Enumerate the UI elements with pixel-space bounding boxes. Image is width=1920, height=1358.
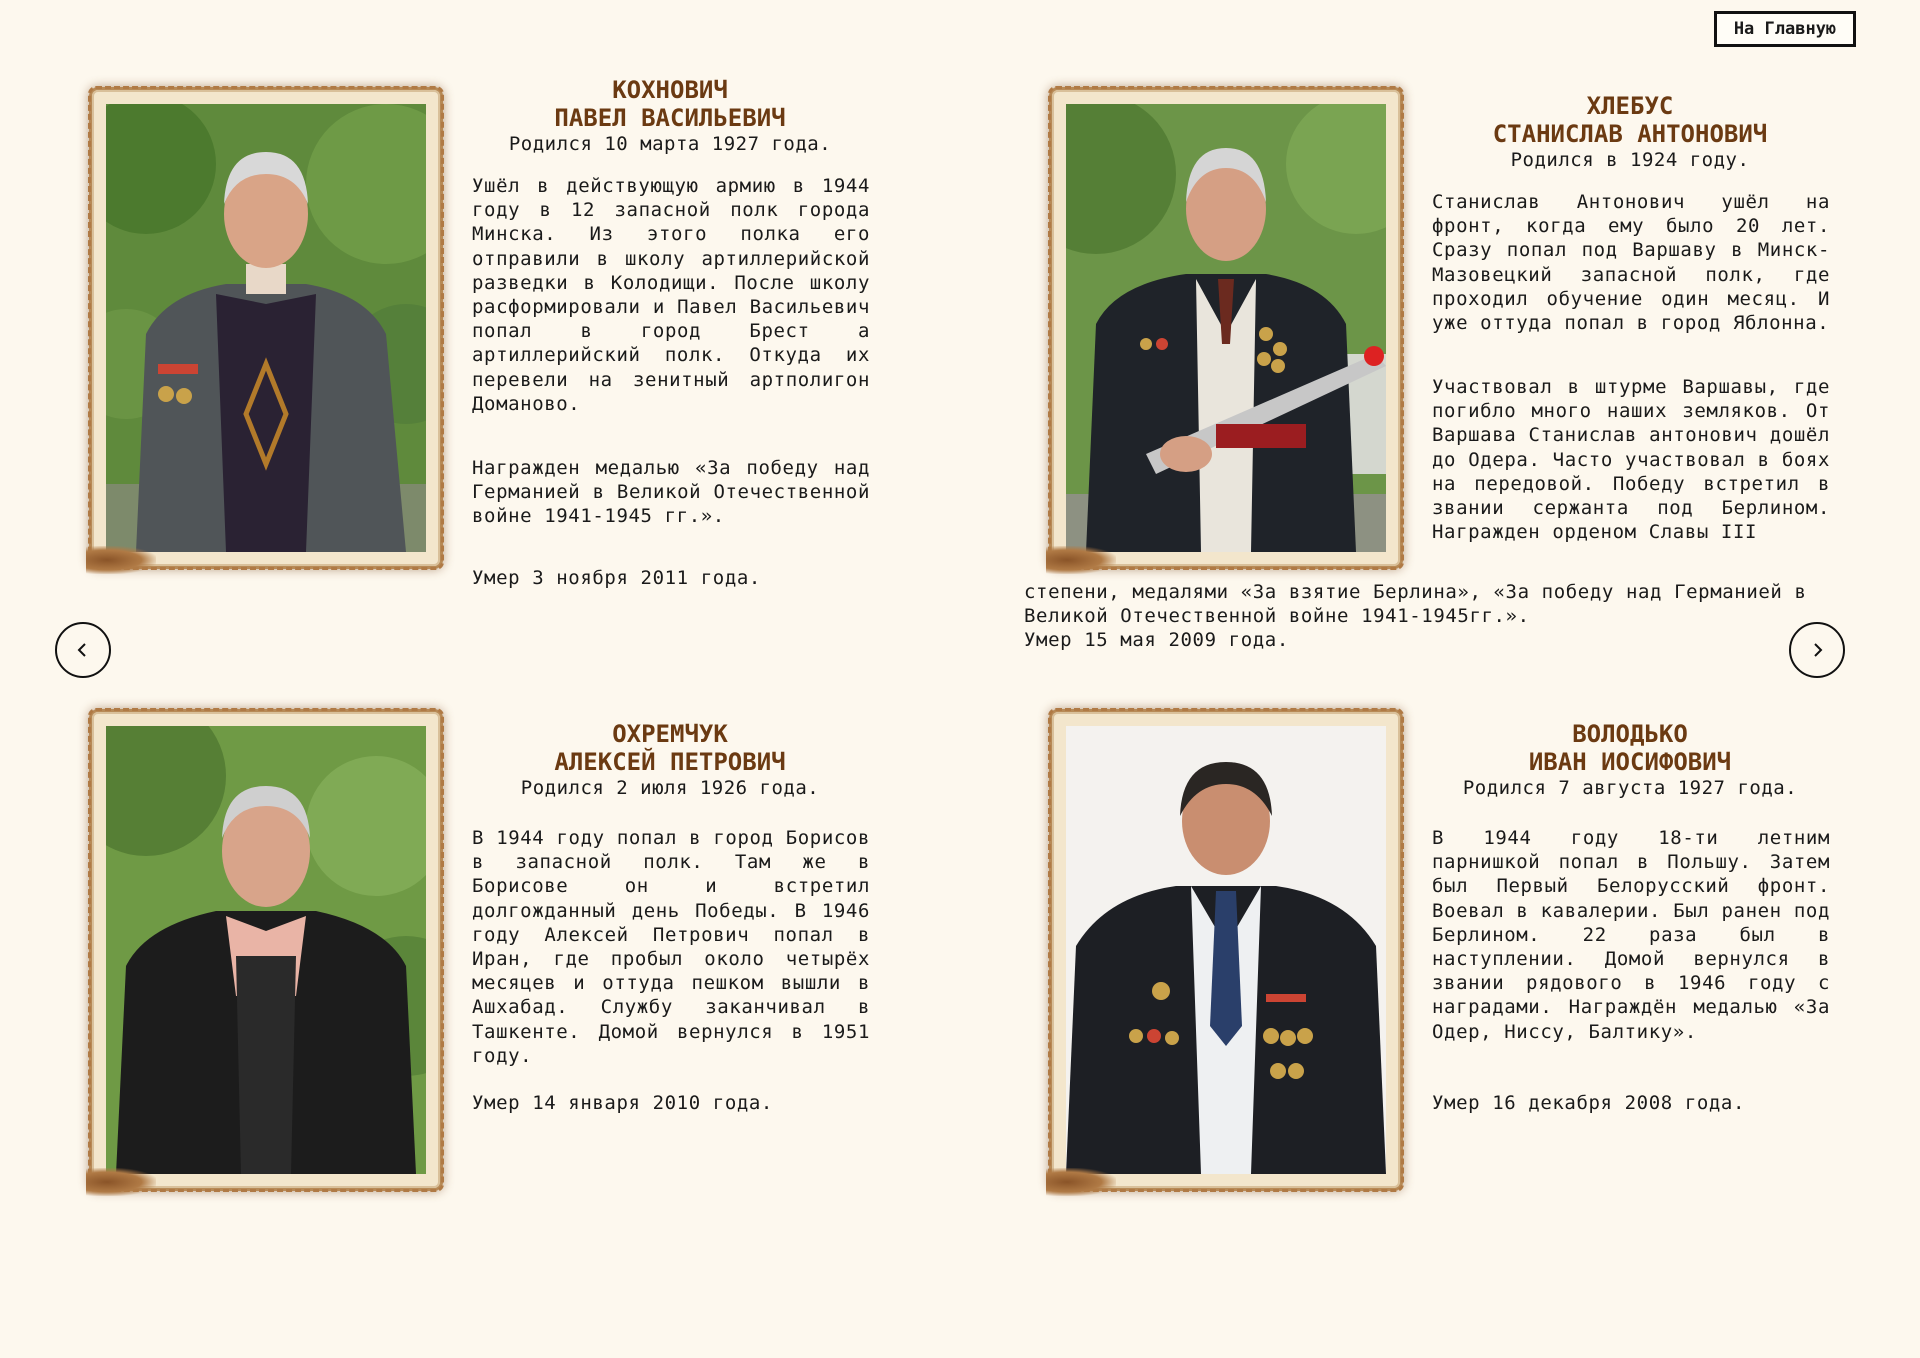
- veteran-given-name: ПАВЕЛ ВАСИЛЬЕВИЧ: [554, 104, 786, 132]
- veteran-birth: Родился 10 марта 1927 года.: [508, 133, 832, 155]
- veteran-photo-frame: [92, 712, 440, 1188]
- veteran-photo: [1066, 104, 1386, 552]
- veteran-death: Умер 14 января 2010 года.: [472, 1092, 773, 1114]
- veteran-surname: ХЛЕБУС: [1586, 92, 1674, 120]
- veteran-bio-paragraph: Участвовал в штурме Варшавы, где погибло много наших земляков. От Варшава Станислав антонович дошёл до Одера. Часто участвовал в боях на передовой. Победу встретил в звании сержанта под Берлином. Награжден орденом Славы III: [1432, 376, 1830, 544]
- veteran-surname: КОХНОВИЧ: [612, 76, 728, 104]
- veteran-death: Умер 15 мая 2009 года.: [1024, 629, 1289, 651]
- veteran-photo: [106, 726, 426, 1174]
- veteran-birth: Родился в 1924 году.: [1510, 149, 1750, 171]
- veteran-death: Умер 3 ноября 2011 года.: [472, 567, 761, 589]
- prev-slide-button[interactable]: [55, 622, 111, 678]
- veteran-bio-paragraph: В 1944 году попал в город Борисов в запасной полк. Там же в Борисове он и встретил долгожданный день Победы. В 1946 году Алексей Петрович попал в Иран, где пробыл около четырёх месяцев и оттуда пешком вышли в Ашхабад. Службу заканчивал в Ташкенте. Домой вернулся в 1951 году.: [472, 827, 870, 1067]
- veteran-surname: ОХРЕМЧУК: [612, 720, 728, 748]
- veteran-death: Умер 16 декабря 2008 года.: [1432, 1092, 1746, 1114]
- veteran-birth: Родился 2 июля 1926 года.: [520, 777, 820, 799]
- veteran-bio-paragraph: степени, медалями «За взятие Берлина», «За победу над Германией в Великой Отечественной войне 1941-1945гг.».: [1024, 581, 1807, 628]
- veteran-bio-paragraph: Награжден медалью «За победу над Германией в Великой Отечественной войне 1941-1945 гг.».: [472, 457, 870, 528]
- veteran-birth: Родился 7 августа 1927 года.: [1462, 777, 1798, 799]
- veteran-bio-paragraph: Ушёл в действующую армию в 1944 году в 12 запасной полк города Минска. Из этого полка его отправили в школу артиллерийской разведки в Колодищи. После школу расформировали и Павел Васильевич попал в город Брест а артиллерийский полк. Откуда их перевели на зенитный артполигон Доманово.: [472, 175, 870, 415]
- veteran-given-name: ИВАН ИОСИФОВИЧ: [1528, 748, 1732, 776]
- home-button[interactable]: На Главную: [1714, 11, 1856, 47]
- veteran-photo-frame: [92, 90, 440, 566]
- veteran-surname: ВОЛОДЬКО: [1572, 720, 1688, 748]
- veteran-given-name: СТАНИСЛАВ АНТОНОВИЧ: [1492, 120, 1768, 148]
- veteran-photo: [106, 104, 426, 552]
- veteran-photo-frame: [1052, 90, 1400, 566]
- veteran-bio-paragraph: В 1944 году 18-ти летним парнишкой попал в Польшу. Затем был Первый Белорусский фронт. Воевал в кавалерии. Был ранен под Берлином. 22 раза был в наступлении. Домой вернулся в звании рядового в 1946 году с наградами. Награждён медалью «За Одер, Ниссу, Балтику».: [1432, 827, 1830, 1043]
- chevron-left-icon: [74, 641, 92, 659]
- veteran-photo-frame: [1052, 712, 1400, 1188]
- veteran-bio-paragraph: Станислав Антонович ушёл на фронт, когда ему было 20 лет. Сразу попал под Варшаву в Минск-Мазовецкий запасной полк, где проходил обучение один месяц. И уже оттуда попал в город Яблонна.: [1432, 191, 1830, 335]
- veteran-photo: [1066, 726, 1386, 1174]
- veteran-given-name: АЛЕКСЕЙ ПЕТРОВИЧ: [554, 748, 786, 776]
